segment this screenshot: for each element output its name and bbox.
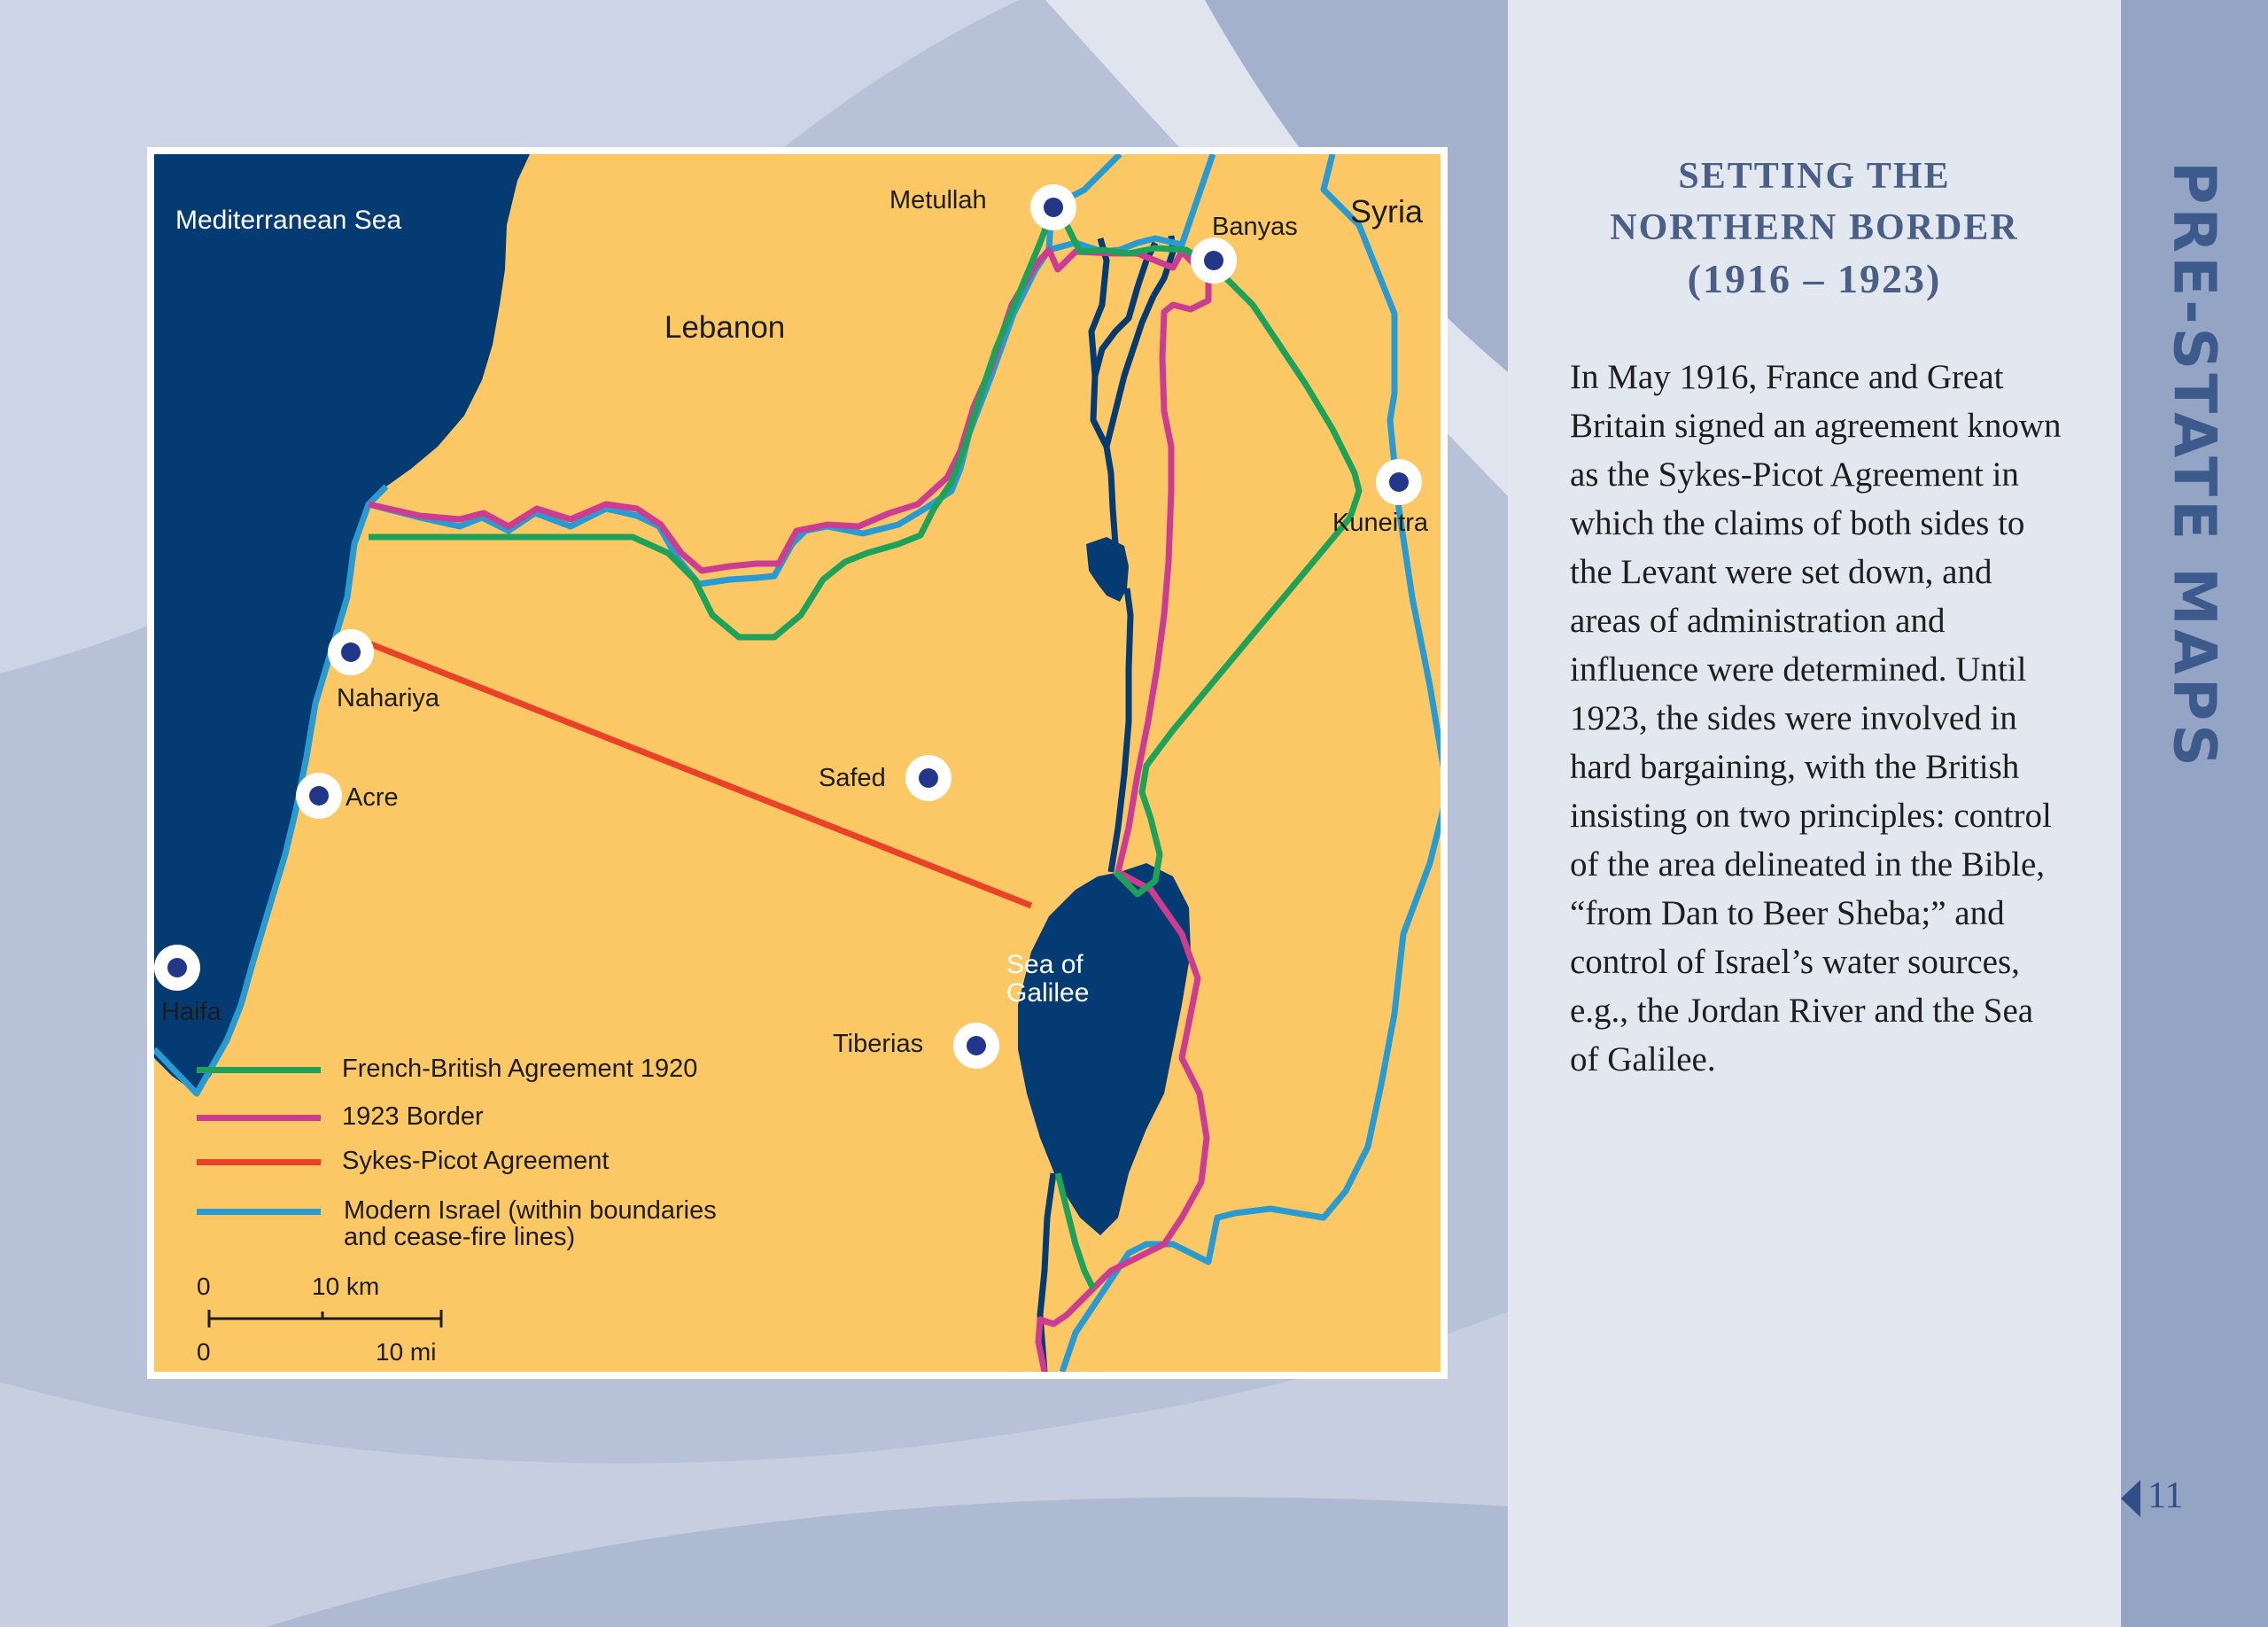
legend-label-french-british: French-British Agreement 1920 <box>342 1055 698 1083</box>
label-metullah: Metullah <box>889 186 987 214</box>
legend-swatch-french-british <box>197 1067 321 1073</box>
label-banyas: Banyas <box>1212 213 1298 241</box>
label-acre: Acre <box>346 783 399 812</box>
body-paragraph: In May 1916, France and Great Britain signed an agreement known as the Sykes-Picot Agreement in which the claims of both sides to the Levant were set down, and areas of administration and influence were determined. Until 1923, the sides were involved in hard bargaining, with the British insisting on two principles: control of the area delineated in the Bible, “from Dan to Beer Sheba;” and control of Israel’s water sources, e.g., the Jordan River and the Sea of Galilee. <box>1570 358 2062 1078</box>
legend-label-modern-israel-1: Modern Israel (within boundaries <box>344 1196 717 1225</box>
side-tab-title: PRE-STATE MAPS <box>2160 161 2229 770</box>
label-sea-of-galilee-2: Galilee <box>1006 978 1090 1008</box>
town-marker-nahariya <box>328 629 374 675</box>
heading-line-1: SETTING THE <box>1678 156 1951 197</box>
legend-swatch-modern-israel <box>197 1209 321 1215</box>
label-nahariya: Nahariya <box>337 684 440 712</box>
label-mediterranean-sea: Mediterranean Sea <box>175 206 402 235</box>
heading-line-3: (1916 – 1923) <box>1687 256 1942 301</box>
town-marker-acre <box>296 773 342 819</box>
scale-km-zero: 0 <box>197 1273 211 1300</box>
label-syria: Syria <box>1350 193 1424 230</box>
border-map <box>154 154 1441 1372</box>
legend-label-modern-israel-2: and cease-fire lines) <box>344 1223 576 1251</box>
town-marker-kuneitra <box>1376 459 1422 505</box>
label-kuneitra: Kuneitra <box>1332 509 1429 537</box>
legend-label-1923: 1923 Border <box>342 1102 484 1131</box>
legend-swatch-1923 <box>197 1115 321 1121</box>
town-marker-metullah <box>1030 184 1076 230</box>
scale-mi-label: 10 mi <box>376 1338 437 1366</box>
label-haifa: Haifa <box>161 998 221 1026</box>
town-marker-haifa <box>154 945 200 991</box>
scale-km-label: 10 km <box>312 1273 380 1300</box>
label-sea-of-galilee-1: Sea of <box>1006 950 1084 979</box>
section-heading <box>1508 151 2121 305</box>
page-number: 11 <box>2148 1475 2184 1516</box>
label-tiberias: Tiberias <box>833 1030 924 1058</box>
town-marker-tiberias <box>953 1023 999 1069</box>
legend-swatch-sykes-picot <box>197 1159 321 1165</box>
heading-line-2: NORTHERN BORDER <box>1610 207 2019 248</box>
town-marker-banyas <box>1191 237 1237 284</box>
scale-mi-zero: 0 <box>197 1338 211 1366</box>
legend-label-sykes-picot: Sykes-Picot Agreement <box>342 1147 610 1175</box>
town-marker-safed <box>905 755 951 801</box>
label-lebanon: Lebanon <box>664 310 786 345</box>
map-frame <box>147 147 1448 1379</box>
page-arrow-icon <box>2121 1480 2140 1517</box>
label-safed: Safed <box>819 764 886 792</box>
